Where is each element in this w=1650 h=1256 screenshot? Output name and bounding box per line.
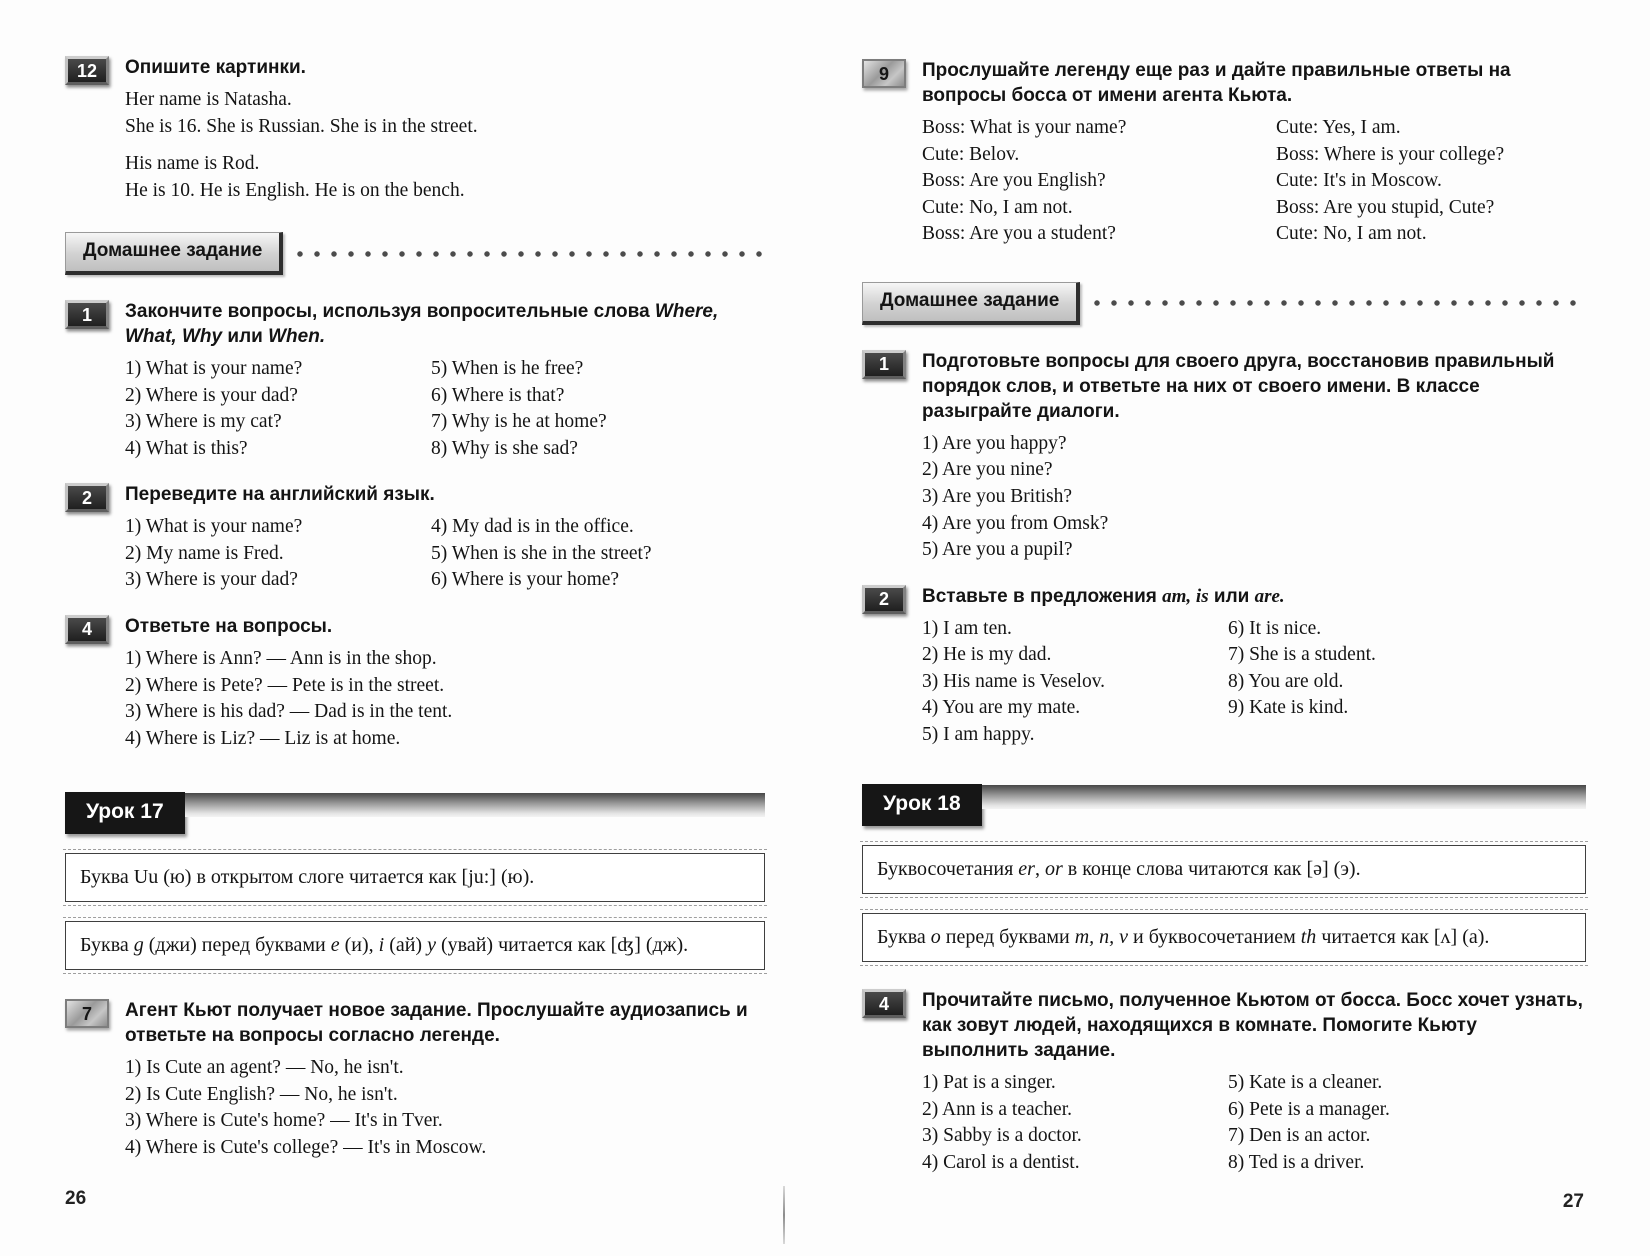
dialogue-line: Cute: No, I am not. xyxy=(1276,223,1427,245)
two-column-list xyxy=(922,1070,1586,1176)
list-item: 5) I am happy. xyxy=(922,723,1035,745)
list-item: 6) It is nice. xyxy=(1228,617,1322,639)
exercise-2-badge: 2 xyxy=(862,585,906,614)
exercise-4 xyxy=(65,614,765,752)
dialogue-columns xyxy=(922,115,1586,248)
text-line: Her name is Natasha. xyxy=(125,89,292,111)
list-item: 1) Pat is a singer. xyxy=(922,1072,1056,1094)
two-column-list xyxy=(922,616,1586,749)
page-number-26: 26 xyxy=(65,1188,87,1209)
text-line: His name is Rod. xyxy=(125,153,260,175)
list-item: 2) Is Cute English? — No, he isn't. xyxy=(125,1083,398,1105)
two-column-list xyxy=(125,514,765,594)
list-item: 4) Where is Cute's college? — It's in Moscow. xyxy=(125,1136,487,1158)
list-item: 8) Ted is a driver. xyxy=(1228,1151,1365,1173)
list-item: 5) Kate is a cleaner. xyxy=(1228,1072,1383,1094)
exercise-7 xyxy=(65,998,765,1161)
list-item: 3) Where is his dad? — Dad is in the tent. xyxy=(125,701,453,723)
exercise-7-listening-badge: 7 xyxy=(65,999,109,1028)
list-item: 8) You are old. xyxy=(1228,670,1344,692)
exercise-9-instruction: Прослушайте легенду еще раз и дайте правильные ответы на вопросы босса от имени агента Кьюта. xyxy=(922,60,1511,107)
lesson-header-bar xyxy=(982,785,1586,809)
lesson-header-bar xyxy=(185,793,765,817)
list-item: 4) My dad is in the office. xyxy=(431,516,634,538)
exercise-4-badge: 4 xyxy=(65,615,109,644)
lesson-18-header xyxy=(862,784,1586,826)
dialogue-line: Boss: What is your name? xyxy=(922,117,1127,139)
list-item: 4) Carol is a dentist. xyxy=(922,1151,1080,1173)
page-26 xyxy=(65,55,765,1209)
list-item: 3) Where is Cute's home? — It's in Tver. xyxy=(125,1110,443,1132)
page-27 xyxy=(862,58,1586,1212)
dotted-rule xyxy=(1092,298,1586,308)
list-item: 3) Where is my cat? xyxy=(125,411,282,433)
phonics-rule-box: Буква o перед буквами m, n, v и буквосочетанием th читается как [ʌ] (а). xyxy=(862,913,1586,962)
dialogue-line: Cute: It's in Moscow. xyxy=(1276,170,1442,192)
phonics-rule-box: Буквосочетания er, or в конце слова читаются как [ə] (э). xyxy=(862,845,1586,894)
homework-button: Домашнее задание xyxy=(862,282,1080,325)
exercise-1-badge: 1 xyxy=(862,350,906,379)
exercise-1-instruction: Подготовьте вопросы для своего друга, восстановив правильный порядок слов, и ответьте на них от своего имени. В классе разыграйте диалоги. xyxy=(922,350,1555,422)
phonics-rule-box: Буква g (джи) перед буквами e (и), i (ай) y (увай) читается как [ʤ] (дж). xyxy=(65,921,765,970)
list-item: 9) Kate is kind. xyxy=(1228,697,1349,719)
dialogue-line: Cute: Belov. xyxy=(922,143,1020,165)
exercise-2-instruction: Вставьте в предложения am, is или are. xyxy=(922,585,1285,607)
exercise-2-badge: 2 xyxy=(65,483,109,512)
list-item: 6) Pete is a manager. xyxy=(1228,1098,1390,1120)
lesson-18-title: Урок 18 xyxy=(862,784,982,826)
exercise-2 xyxy=(65,482,765,594)
exercise-2 xyxy=(862,584,1586,749)
list-item: 4) Are you from Omsk? xyxy=(922,512,1109,534)
dotted-rule xyxy=(295,249,765,259)
list-item: 2) Where is Pete? — Pete is in the street. xyxy=(125,674,445,696)
exercise-1 xyxy=(862,349,1586,564)
list-item: 2) He is my dad. xyxy=(922,644,1052,666)
exercise-4-instruction: Прочитайте письмо, полученное Кьютом от босса. Босс хочет узнать, как зовут людей, находящихся в комнате. Помогите Кьюту выполнить задание. xyxy=(922,990,1583,1062)
lesson-17-title: Урок 17 xyxy=(65,792,185,834)
list-item: 5) Are you a pupil? xyxy=(922,539,1073,561)
list-item: 5) When is she in the street? xyxy=(431,542,652,564)
phonics-rule-box: Буква Uu (ю) в открытом слоге читается как [ju:] (ю). xyxy=(65,853,765,902)
list-item: 3) Sabby is a doctor. xyxy=(922,1125,1082,1147)
homework-banner xyxy=(65,232,765,275)
exercise-2-instruction: Переведите на английский язык. xyxy=(125,484,435,506)
exercise-12-badge: 12 xyxy=(65,56,109,85)
list-item: 1) I am ten. xyxy=(922,617,1012,639)
homework-banner xyxy=(862,282,1586,325)
exercise-1-badge: 1 xyxy=(65,300,109,329)
list-item: 6) Where is your home? xyxy=(431,569,620,591)
exercise-9 xyxy=(862,58,1586,248)
dialogue-line: Boss: Are you stupid, Cute? xyxy=(1276,196,1495,218)
lesson-17-header xyxy=(65,792,765,834)
dialogue-line: Boss: Are you a student? xyxy=(922,223,1116,245)
exercise-12-instruction: Опишите картинки. xyxy=(125,57,306,78)
center-fold-mark xyxy=(783,1186,785,1244)
list-item: 7) Why is he at home? xyxy=(431,411,607,433)
list-item: 1) Where is Ann? — Ann is in the shop. xyxy=(125,648,437,670)
exercise-1 xyxy=(65,299,765,462)
list-item: 1) Is Cute an agent? — No, he isn't. xyxy=(125,1057,404,1079)
list-item: 4) Where is Liz? — Liz is at home. xyxy=(125,727,401,749)
list-item: 6) Where is that? xyxy=(431,384,565,406)
list-item: 7) She is a student. xyxy=(1228,644,1376,666)
list-item: 2) Where is your dad? xyxy=(125,384,298,406)
exercise-4-badge: 4 xyxy=(862,989,906,1018)
dialogue-line: Boss: Are you English? xyxy=(922,170,1106,192)
exercise-9-listening-badge: 9 xyxy=(862,59,906,88)
exercise-12 xyxy=(65,55,765,204)
list-item: 1) What is your name? xyxy=(125,358,303,380)
list-item: 1) What is your name? xyxy=(125,516,303,538)
list-item: 3) Are you British? xyxy=(922,486,1073,507)
list-item: 3) Where is your dad? xyxy=(125,569,298,591)
exercise-4 xyxy=(862,988,1586,1176)
exercise-4-instruction: Ответьте на вопросы. xyxy=(125,615,333,637)
dialogue-line: Cute: Yes, I am. xyxy=(1276,117,1401,139)
list-item: 2) My name is Fred. xyxy=(125,542,284,564)
page-number-27: 27 xyxy=(1562,1191,1584,1212)
exercise-1-instruction: Закончите вопросы, используя вопросительные слова Where, What, Why или When. xyxy=(125,301,719,348)
list-item: 1) Are you happy? xyxy=(922,432,1067,454)
dialogue-line: Boss: Where is your college? xyxy=(1276,143,1505,165)
text-line: He is 10. He is English. He is on the bench. xyxy=(125,179,465,201)
two-column-list xyxy=(125,356,765,462)
list-item: 2) Ann is a teacher. xyxy=(922,1098,1072,1120)
text-line: She is 16. She is Russian. She is in the street. xyxy=(125,115,478,137)
exercise-7-instruction: Агент Кьют получает новое задание. Прослушайте аудиозапись и ответьте на вопросы согласно легенде. xyxy=(125,1000,748,1047)
list-item: 3) His name is Veselov. xyxy=(922,670,1106,692)
homework-button: Домашнее задание xyxy=(65,232,283,275)
list-item: 7) Den is an actor. xyxy=(1228,1125,1371,1147)
list-item: 4) What is this? xyxy=(125,437,248,459)
dialogue-line: Cute: No, I am not. xyxy=(922,196,1073,218)
spacer xyxy=(125,140,765,151)
list-item: 2) Are you nine? xyxy=(922,459,1053,481)
list-item: 8) Why is she sad? xyxy=(431,437,578,459)
list-item: 5) When is he free? xyxy=(431,358,584,380)
list-item: 4) You are my mate. xyxy=(922,697,1081,719)
